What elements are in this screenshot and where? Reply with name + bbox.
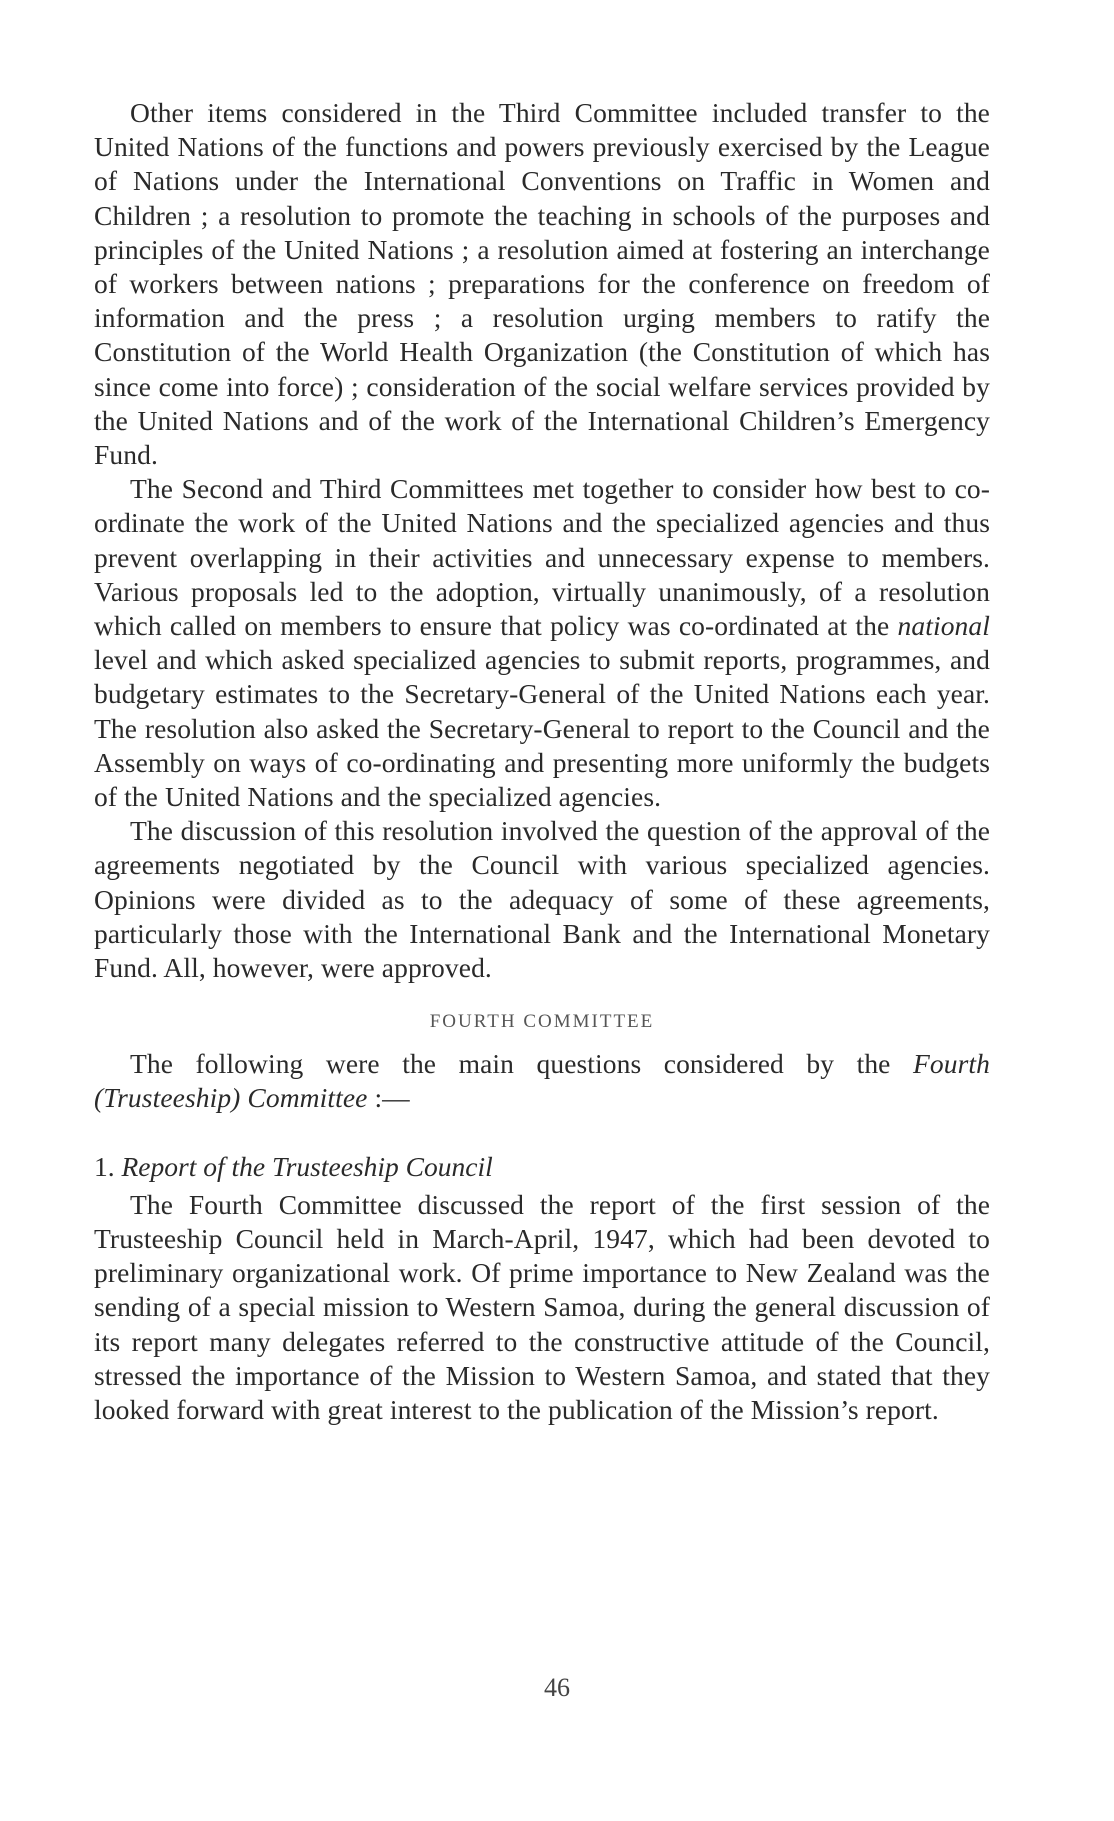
- paragraph-text: :—: [367, 1082, 410, 1114]
- subheading-number: 1.: [94, 1150, 115, 1182]
- paragraph-third-committee-items: Other items considered in the Third Committee included transfer to the United Nations of the functions and powers previously exercised by the League of Nations under the International Conventions on Traffic in Women and Children ; a resolution to promote the teaching in schools of the purposes and principles of the United Nations ; a resolution aimed at fostering an interchange of workers between nations ; preparations for the conference on freedom of information and the press ; a resolution urging members to ratify the Constitution of the World Health Organization (the Constitution of which has since come into force) ; consideration of the social welfare services provided by the United Nations and of the work of the International Children’s Emergency Fund.: [94, 97, 990, 471]
- paragraph-text: level and which asked specialized agencies to submit reports, programmes, and budgetary estimates to the Secretary-General of the United Nations each year. The resolution also asked the Secretary-General to report to the Council and the Assembly on ways of co-ordinating and presenting more uniformly the budgets of the United Nations and the specialized agencies.: [94, 644, 990, 813]
- paragraph-text: The Second and Third Committees met together to consider how best to co-ordinate the work of the United Nations and the specialized agencies and thus prevent overlapping in their activities and unnecessary expense to members. Various proposals led to the adoption, virtually unanimously, of a resolution which called on members to ensure that policy was co-ordinated at the: [94, 473, 990, 642]
- page-number: 46: [544, 1673, 570, 1702]
- paragraph-trusteeship-report: The Fourth Committee discussed the report of the first session of the Trusteeship Council held in March-April, 1947, which had been devoted to preliminary organizational work. Of prime importance to New Zealand was the sending of a special mission to Western Samoa, during the general discussion of its report many delegates referred to the constructive attitude of the Council, stressed the importance of the Mission to Western Samoa, and stated that they looked forward with great interest to the publication of the Mission’s report.: [94, 1188, 990, 1425]
- paragraph-text: The following were the main questions considered by the: [130, 1048, 913, 1080]
- paragraph-fourth-committee-intro: [94, 1047, 990, 1115]
- italic-committee-name: Fourth (Trusteeship) Committee: [94, 1048, 990, 1114]
- page-body: [94, 96, 990, 1427]
- subheading-title: Report of the Trusteeship Council: [121, 1150, 493, 1182]
- subheading: [94, 1150, 990, 1184]
- paragraph-second-third-committees: [94, 472, 990, 814]
- paragraph-resolution-discussion: The discussion of this resolution involved the question of the approval of the agreements negotiated by the Council with various specialized agencies. Opinions were divided as to the adequacy of some of these agreements, particularly those with the International Bank and the International Monetary Fund. All, however, were approved.: [94, 815, 990, 984]
- italic-word-national: national: [897, 610, 990, 642]
- section-heading: FOURTH COMMITTEE: [429, 1011, 655, 1033]
